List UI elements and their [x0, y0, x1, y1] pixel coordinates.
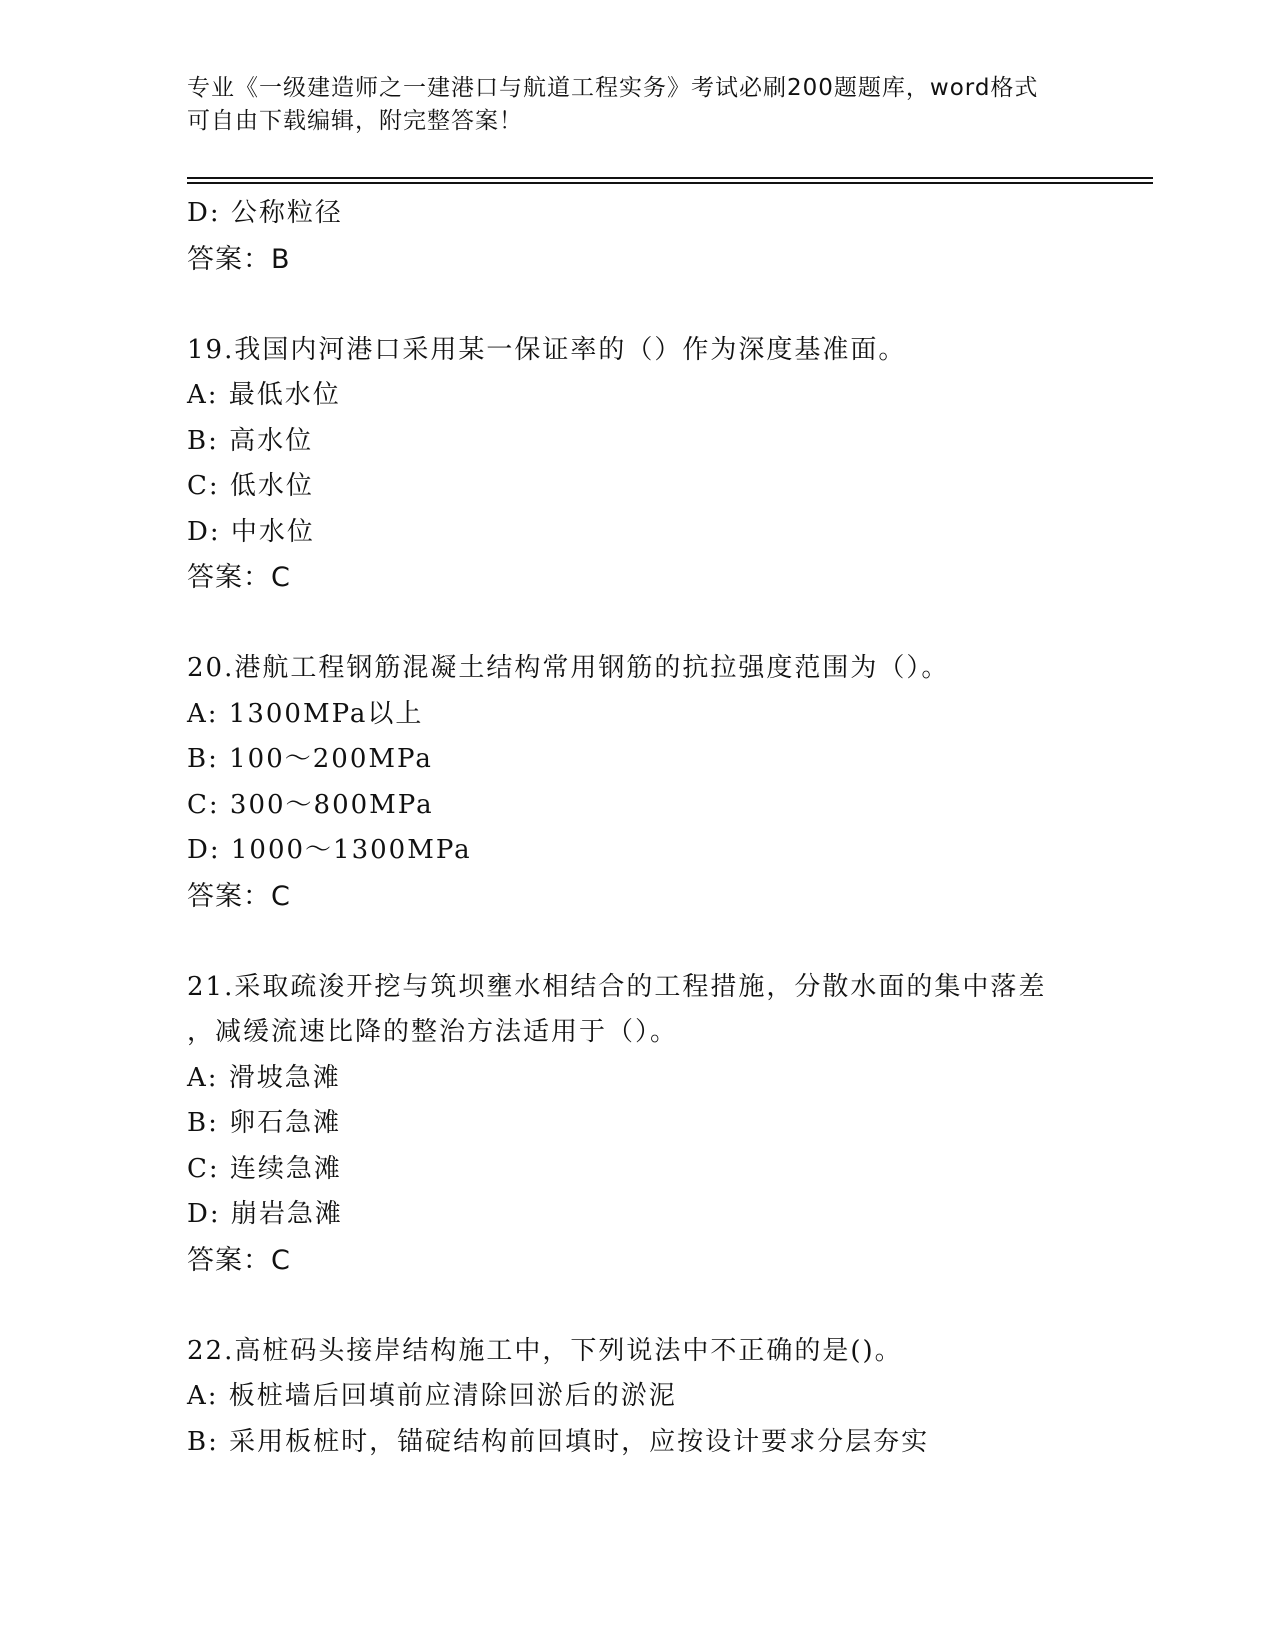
question-text: 20.港航工程钢筋混凝土结构常用钢筋的抗拉强度范围为（）。	[187, 653, 950, 683]
question-block-20	[187, 646, 1153, 919]
option-b: B: 100～200MPa	[187, 744, 433, 774]
option-b: B: 采用板桩时，锚碇结构前回填时，应按设计要求分层夯实	[187, 1426, 930, 1457]
header-rule-top	[187, 177, 1153, 179]
question-text: 21.采取疏浚开挖与筑坝壅水相结合的工程措施，分散水面的集中落差	[187, 971, 1047, 1002]
option-d: D: 1000～1300MPa	[187, 835, 472, 865]
question-block-21	[187, 965, 1153, 1284]
spacer	[187, 601, 1153, 647]
option-a: A: 板桩墙后回填前应清除回淤后的淤泥	[187, 1381, 677, 1411]
question-text: 22.高桩码头接岸结构施工中，下列说法中不正确的是()。	[187, 1335, 903, 1366]
option-a: A: 1300MPa以上	[187, 698, 424, 729]
spacer	[187, 1283, 1153, 1329]
header-line-1: 专业《一级建造师之一建港口与航道工程实务》考试必刷200题题库，word格式	[187, 75, 1039, 101]
option-c: C: 低水位	[187, 471, 314, 501]
option-a: A: 最低水位	[187, 380, 341, 410]
option-d: D: 中水位	[187, 516, 315, 547]
question-text: 19.我国内河港口采用某一保证率的（）作为深度基准面。	[187, 334, 907, 365]
option-c: C: 连续急滩	[187, 1153, 342, 1184]
question-list	[187, 191, 1153, 1465]
question-text-continued: ，减缓流速比降的整治方法适用于（）。	[187, 1017, 679, 1047]
option-c: C: 300～800MPa	[187, 789, 434, 820]
spacer	[187, 282, 1153, 328]
header-rule-bottom	[187, 182, 1153, 184]
answer: 答案：C	[187, 562, 291, 593]
option-b: B: 卵石急滩	[187, 1108, 342, 1138]
header-line-2: 可自由下载编辑，附完整答案！	[187, 108, 523, 134]
option-d: D: 崩岩急滩	[187, 1199, 343, 1229]
question-block-19	[187, 328, 1153, 601]
spacer	[187, 919, 1153, 965]
option-d: D: 公称粒径	[187, 198, 343, 228]
question-block-18	[187, 191, 1153, 282]
answer: 答案：C	[187, 880, 291, 912]
answer: 答案：B	[187, 243, 291, 275]
option-a: A: 滑坡急滩	[187, 1062, 341, 1093]
option-b: B: 高水位	[187, 425, 314, 456]
answer: 答案：C	[187, 1244, 291, 1276]
document-header	[187, 72, 1087, 138]
question-block-22	[187, 1329, 1153, 1466]
